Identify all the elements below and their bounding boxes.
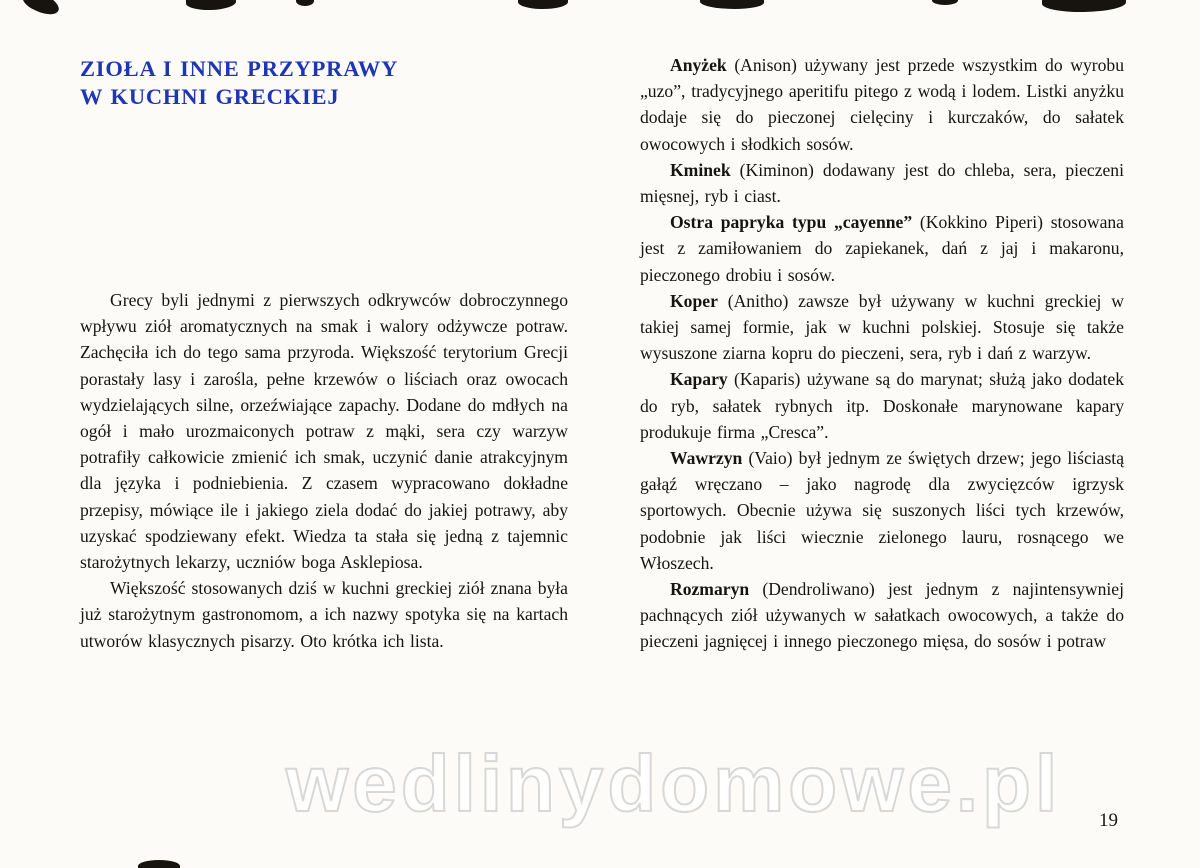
spice-term: Wawrzyn [670, 448, 743, 469]
spice-entry [640, 52, 1124, 157]
spice-term: Kminek [670, 159, 731, 180]
scan-artifact [932, 0, 958, 5]
article-title-line: W KUCHNI GRECKIEJ [80, 84, 340, 109]
spice-entry [640, 288, 1124, 367]
spice-description: (Anison) używany jest przede wszystkim do wyrobu „uzo”, tradycyjnego aperitifu pitego z wodą i lodem. Listki anyżku dodaje się do pieczonej cielęciny i kurczaków, do sałatek owocowych i słodkich sosów. [640, 55, 1124, 154]
scan-artifact [1042, 0, 1126, 13]
spice-term: Kapary [670, 369, 728, 390]
scan-artifact [138, 860, 180, 868]
spice-entry [640, 576, 1124, 655]
spice-term: Ostra papryka typu „cayenne” [670, 212, 913, 233]
spice-entry [640, 445, 1124, 576]
spice-description: (Vaio) był jednym ze świętych drzew; jego liściastą gałąź wręczano – jako nagrodę dla zwycięzców igrzysk sportowych. Obecnie używa się suszonych liści tych krzewów, podobnie jak liści wiecznie zielonego lauru, rosnącego we Włoszech. [640, 448, 1124, 573]
spice-description: (Kaparis) używane są do marynat; służą jako dodatek do ryb, sałatek rybnych itp. Doskonałe marynowane kapary produkuje firma „Cresca”. [640, 369, 1124, 442]
spice-description: (Kiminon) dodawany jest do chleba, sera, pieczeni mięsnej, ryb i ciast. [640, 159, 1124, 207]
spice-term: Anyżek [670, 55, 727, 75]
scan-artifact [700, 0, 764, 9]
article-title [80, 55, 568, 111]
right-column [640, 52, 1124, 655]
spice-entry [640, 157, 1124, 209]
left-column [80, 55, 568, 654]
scan-artifact [296, 0, 314, 6]
article-title-line: ZIOŁA I INNE PRZYPRAWY [80, 56, 399, 81]
scan-artifact [186, 0, 236, 11]
spice-term: Koper [670, 290, 718, 311]
spice-entry [640, 209, 1124, 288]
spice-description: (Kokkino Piperi) stosowana jest z zamiłowaniem do zapiekanek, dań z jaj i makaronu, pieczonego drobiu i sosów. [640, 212, 1124, 285]
page-number: 19 [1099, 810, 1118, 831]
spice-description: (Dendroliwano) jest jednym z najintensywniej pachnących ziół używanych w sałatkach owocowych, a także do pieczeni jagnięcej i innego pieczonego mięsa, do sosów i potraw [640, 579, 1124, 652]
watermark: wedlinydomowe.pl [286, 739, 1062, 828]
spice-entry [640, 366, 1124, 445]
spice-term: Rozmaryn [670, 579, 750, 600]
intro-paragraph: Większość stosowanych dziś w kuchni greckiej ziół znana była już starożytnym gastronomom, a ich nazwy spotyka się na kartach utworów klasycznych pisarzy. Oto krótka ich lista. [80, 578, 568, 651]
scan-artifact [518, 0, 568, 9]
spice-description: (Anitho) zawsze był używany w kuchni greckiej w takiej samej formie, jak w kuchni polskiej. Stosuje się także wysuszone ziarna kopru do pieczeni, sera, ryb i dań z warzyw. [640, 290, 1124, 364]
intro-paragraph: Grecy byli jednymi z pierwszych odkrywców dobroczynnego wpływu ziół aromatycznych na smak i walory odżywcze potraw. Zachęciła ich do tego sama przyroda. Większość terytorium Grecji porastały lasy i zarośla, pełne krzewów o liściach oraz owocach wydzielających silne, orzeźwiające zapachy. Dodane do mdłych na ogół i mało urozmaiconych potraw z mąki, sera czy warzyw potrafiły całkowicie zmienić ich smak, uczynić danie atrakcyjnym dla języka i podniebienia. Z czasem wypracowano dokładne przepisy, mówiące ile i jakiego ziela dodać do jakiej potrawy, aby uzyskać spodziewany efekt. Wiedza ta stała się jedną z tajemnic starożytnych lekarzy, uczniów boga Asklepiosa. [80, 290, 568, 573]
scan-artifact [20, 0, 62, 19]
